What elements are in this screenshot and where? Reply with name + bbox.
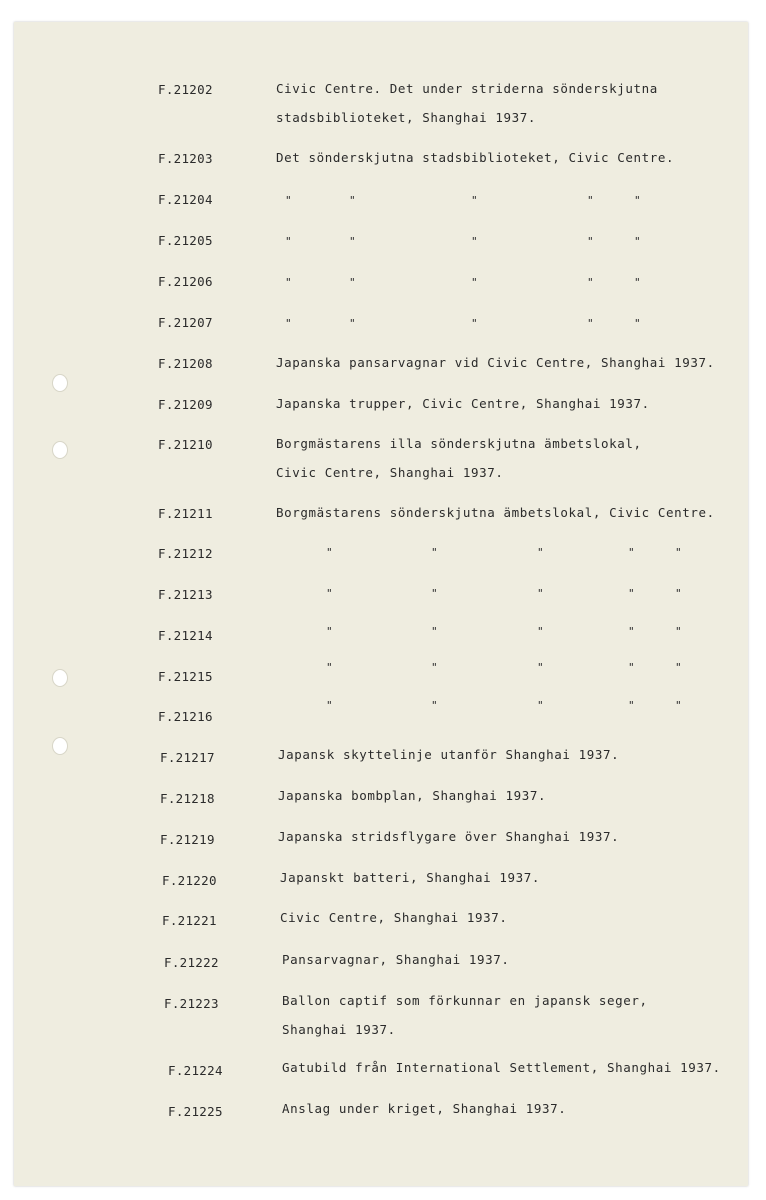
document-page: F.21202 Civic Centre. Det under striderna sönderskjutna stadsbiblioteket, Shanghai 1937. F.21203 Det sönderskjutna stadsbiblioteket, Civic Centre. F.21204 " " " " " F.21205 " " " " " F.21206 " " " " " F.21207 " " " " " F.21208 Japanska pansarvagnar vid Civic Centre, Shanghai 1937. F.21209 Japanska trupper, Civic Centre, Shanghai 1937. F.21210 Borgmästarens illa sönderskjutna ämbetslokal, Civic Centre, Shanghai 1937. F.21211 Borgmästarens sönderskjutna ämbetslokal, Civic Centre. F.21212 " " " " " F.21213 " " " " " F.21214 " " " " " F.21215 " " " " " F.21216 " " " " " F.21217 Japansk skyttelinje utanför Shanghai 1937. F.21218 Japanska bombplan, Shanghai 1937. F.21219 Japanska stridsflygare över Shanghai 1937. F.21220 Japanskt batteri, Shanghai 1937. F.21221 Civic Centre, Shanghai 1937. F.21222 Pansarvagnar, Shanghai 1937. F.21223 Ballon captif som förkunnar en japansk seger, Shanghai 1937. F.21224 Gatubild från International Settlement, Shanghai 1937. F.21225 Anslag under kriget, Shanghai 1937. [14, 22, 748, 1186]
entry-code: F.21215 [158, 669, 213, 684]
punch-hole [52, 669, 68, 687]
entry-description: Pansarvagnar, Shanghai 1937. [282, 952, 510, 967]
entry-description: Japanskt batteri, Shanghai 1937. [280, 870, 541, 885]
entry-description: Gatubild från International Settlement, Shanghai 1937. [282, 1060, 721, 1075]
entry-description: Japanska bombplan, Shanghai 1937. [278, 788, 547, 803]
entry-code: F.21213 [158, 587, 213, 602]
entry-description: Japanska pansarvagnar vid Civic Centre, Shanghai 1937. [276, 355, 715, 370]
entry-code: F.21225 [168, 1104, 223, 1119]
entry-code: F.21202 [158, 82, 213, 97]
entry-code: F.21210 [158, 437, 213, 452]
entry-description: Det sönderskjutna stadsbiblioteket, Civic Centre. [276, 150, 675, 165]
entry-code: F.21212 [158, 546, 213, 561]
entry-code: F.21205 [158, 233, 213, 248]
entry-code: F.21214 [158, 628, 213, 643]
entry-description: Ballon captif som förkunnar en japansk seger, Shanghai 1937. [282, 993, 648, 1037]
punch-hole [52, 441, 68, 459]
entry-code: F.21224 [168, 1063, 223, 1078]
entry-description: Japanska stridsflygare över Shanghai 1937. [278, 829, 620, 844]
entry-code: F.21207 [158, 315, 213, 330]
entry-code: F.21218 [160, 791, 215, 806]
entry-code: F.21222 [164, 955, 219, 970]
entry-code: F.21217 [160, 750, 215, 765]
entry-code: F.21209 [158, 397, 213, 412]
entry-description: Japanska trupper, Civic Centre, Shanghai 1937. [276, 396, 650, 411]
entry-code: F.21204 [158, 192, 213, 207]
entry-description: Civic Centre, Shanghai 1937. [280, 910, 508, 925]
entry-code: F.21208 [158, 356, 213, 371]
entry-code: F.21216 [158, 709, 213, 724]
entry-code: F.21206 [158, 274, 213, 289]
entry-description: Civic Centre. Det under striderna sönderskjutna stadsbiblioteket, Shanghai 1937. [276, 81, 658, 125]
entry-code: F.21219 [160, 832, 215, 847]
entry-description: Borgmästarens sönderskjutna ämbetslokal, Civic Centre. [276, 505, 715, 520]
entry-code: F.21221 [162, 913, 217, 928]
punch-hole [52, 374, 68, 392]
entry-code: F.21220 [162, 873, 217, 888]
entry-description: Japansk skyttelinje utanför Shanghai 1937. [278, 747, 620, 762]
entry-code: F.21223 [164, 996, 219, 1011]
entry-code: F.21203 [158, 151, 213, 166]
entry-code: F.21211 [158, 506, 213, 521]
punch-hole [52, 737, 68, 755]
entry-description: Anslag under kriget, Shanghai 1937. [282, 1101, 567, 1116]
entry-description: Borgmästarens illa sönderskjutna ämbetslokal, Civic Centre, Shanghai 1937. [276, 436, 642, 480]
